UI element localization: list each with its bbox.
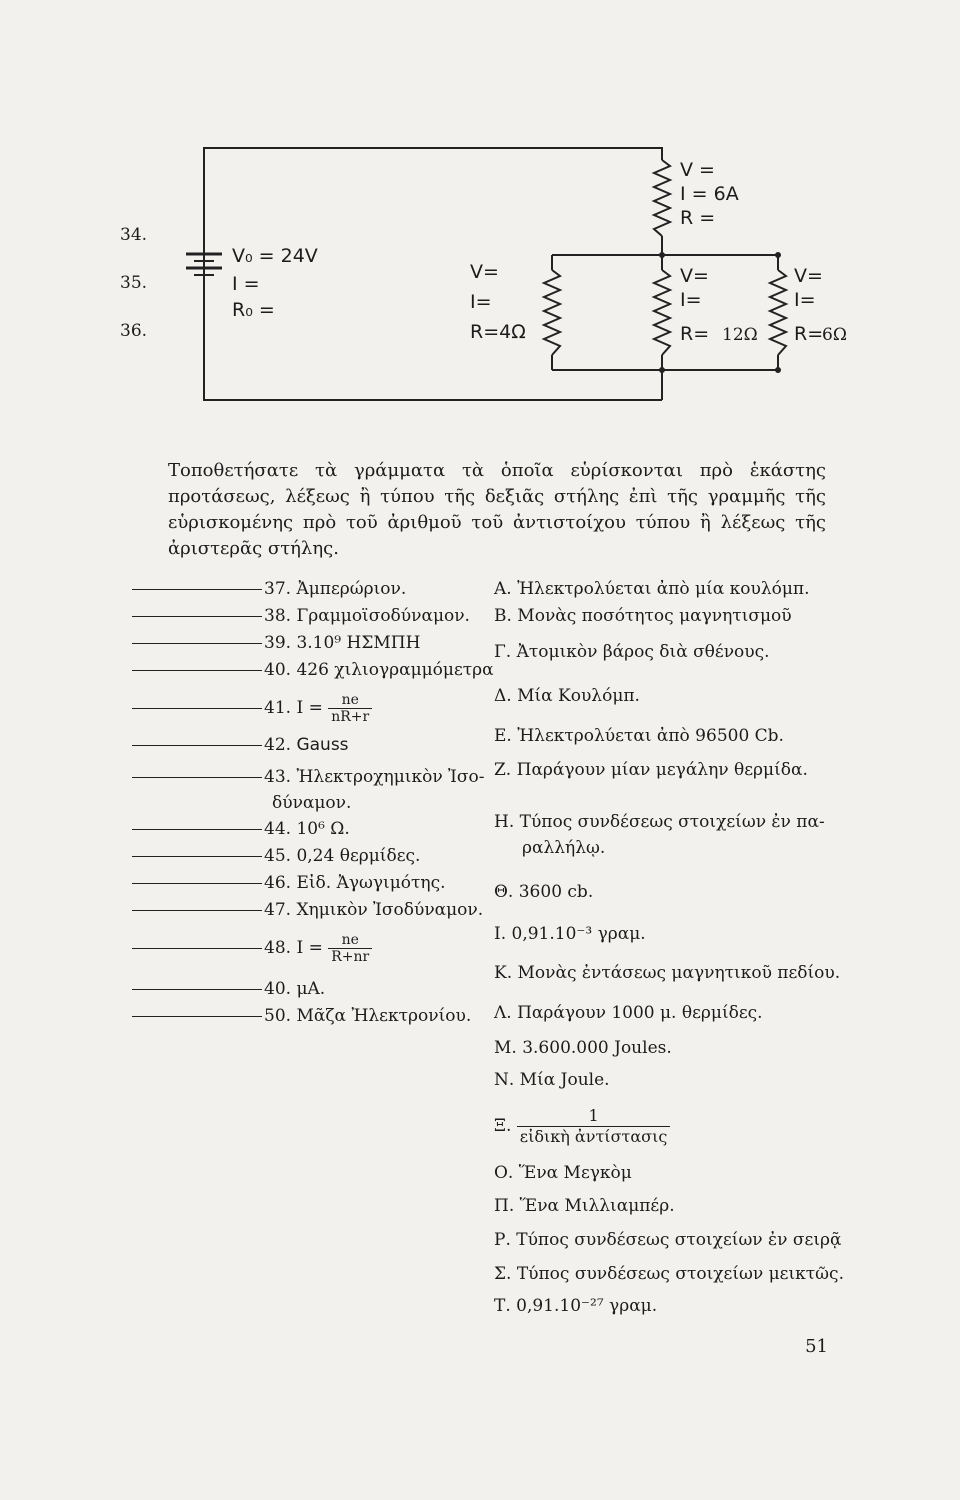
left-item-47: 47. Χημικὸν Ἰσοδύναμον.: [132, 900, 483, 920]
top-resistor-current: I = 6A: [680, 183, 739, 205]
answer-blank[interactable]: [132, 708, 262, 709]
right-resistor-voltage: V=: [794, 265, 823, 287]
page-number: 51: [805, 1336, 828, 1357]
option-pi: Π. Ἕνα Μιλλιαμπέρ.: [494, 1196, 675, 1216]
answer-blank[interactable]: [132, 829, 262, 830]
question-number-35: 35.: [120, 273, 148, 293]
answer-blank[interactable]: [132, 1016, 262, 1017]
middle-resistor-resistance-label: R=: [680, 323, 710, 345]
resistor-top: [654, 160, 670, 236]
battery-current-label: I =: [232, 273, 260, 295]
answer-blank[interactable]: [132, 948, 262, 949]
option-tau: Τ. 0,91.10⁻²⁷ γραμ.: [494, 1296, 658, 1316]
formula-fraction: $\frac{ne}{R+nr}$: [328, 932, 372, 965]
resistor-left: [544, 270, 560, 355]
left-resistor-resistance: R=4Ω: [470, 321, 526, 343]
option-sigma: Σ. Τύπος συνδέσεως στοιχείων μεικτῶς.: [494, 1264, 844, 1284]
answer-blank[interactable]: [132, 643, 262, 644]
answer-blank[interactable]: [132, 856, 262, 857]
left-item-48: 48. I = $\frac{ne}{R+nr}$: [132, 932, 372, 965]
battery-resistance-label: R₀ =: [232, 299, 275, 321]
option-lambda: Λ. Παράγουν 1000 μ. θερμίδες.: [494, 1003, 763, 1023]
answer-blank[interactable]: [132, 616, 262, 617]
question-number-36: 36.: [120, 321, 148, 341]
option-xi: Ξ. $\frac{1}{\text{εἰδικὴ ἀντίστασις}}$: [494, 1106, 670, 1147]
option-zeta: Ζ. Παράγουν μίαν μεγάλην θερμίδα.: [494, 760, 808, 780]
answer-blank[interactable]: [132, 910, 262, 911]
wire-top: [204, 148, 662, 172]
answer-blank[interactable]: [132, 670, 262, 671]
circuit-diagram: [0, 0, 960, 420]
left-item-50: 50. Μᾶζα Ἠλεκτρονίου.: [132, 1006, 471, 1026]
middle-resistor-voltage: V=: [680, 265, 709, 287]
middle-resistor-current: I=: [680, 289, 702, 311]
option-alpha: Α. Ἠλεκτρολύεται ἀπὸ μία κουλόμπ.: [494, 579, 810, 599]
left-item-38: 38. Γραμμοϊσοδύναμον.: [132, 606, 470, 626]
option-mu: Μ. 3.600.000 Joules.: [494, 1038, 672, 1058]
left-item-39: 39. 3.10⁹ ΗΣΜΠΗ: [132, 633, 420, 653]
left-item-40: 40. 426 χιλιογραμμόμετρα: [132, 660, 494, 680]
option-eta-continued: ραλλήλῳ.: [522, 838, 606, 858]
option-gamma: Γ. Ἀτομικὸν βάρος διὰ σθένους.: [494, 642, 770, 662]
formula-fraction: $\frac{ne}{nR+r}$: [328, 692, 372, 725]
left-item-41: 41. I = $\frac{ne}{nR+r}$: [132, 692, 372, 725]
top-resistor-resistance: R =: [680, 207, 716, 229]
option-theta: Θ. 3600 cb.: [494, 882, 594, 902]
answer-blank[interactable]: [132, 989, 262, 990]
option-rho: Ρ. Τύπος συνδέσεως στοιχείων ἐν σειρᾷ: [494, 1230, 842, 1250]
left-item-43: 43. Ἠλεκτροχημικὸν Ἰσο-: [132, 767, 485, 787]
option-eta: Η. Τύπος συνδέσεως στοιχείων ἐν πα-: [494, 812, 825, 832]
left-item-43-continued: δύναμον.: [272, 793, 352, 813]
option-delta: Δ. Μία Κουλόμπ.: [494, 686, 640, 706]
option-beta: Β. Μονὰς ποσότητος μαγνητισμοῦ: [494, 606, 792, 626]
formula-fraction: $\frac{1}{\text{εἰδικὴ ἀντίστασις}}$: [517, 1106, 671, 1147]
option-omicron: Ο. Ἕνα Μεγκὸμ: [494, 1163, 632, 1183]
top-resistor-voltage: V =: [680, 159, 715, 181]
left-resistor-voltage: V=: [470, 261, 499, 283]
answer-blank[interactable]: [132, 745, 262, 746]
answer-blank[interactable]: [132, 777, 262, 778]
resistor-middle: [654, 270, 670, 355]
option-nu: Ν. Μία Joule.: [494, 1070, 610, 1090]
option-epsilon: Ε. Ἠλεκτρολύεται ἀπὸ 96500 Cb.: [494, 726, 784, 746]
left-item-37: 37. Ἀμπερώριον.: [132, 579, 406, 599]
battery-voltage-label: V₀ = 24V: [232, 245, 318, 267]
option-iota: Ι. 0,91.10⁻³ γραμ.: [494, 924, 646, 944]
question-number-34: 34.: [120, 225, 148, 245]
instructions-paragraph: Τοποθετήσατε τὰ γράμματα τὰ ὁποῖα εὑρίσκονται πρὸ ἑκάστης προτάσεως, λέξεως ἢ τύπου τῆς δεξιᾶς στήλης ἐπὶ τῆς γραμμῆς τῆς εὑρισκομένης πρὸ τοῦ ἀριθμοῦ τοῦ ἀντιστοίχου τύπου ἢ λέξεως τῆς ἀριστερᾶς στήλης.: [168, 460, 826, 559]
left-item-49: 40. μA.: [132, 979, 325, 999]
middle-resistor-resistance-value: 12Ω: [722, 325, 758, 345]
left-item-42: 42. Gauss: [132, 735, 349, 755]
answer-blank[interactable]: [132, 883, 262, 884]
right-resistor-resistance-value: 6Ω: [822, 325, 847, 345]
left-item-44: 44. 10⁶ Ω.: [132, 819, 350, 839]
left-item-45: 45. 0,24 θερμίδες.: [132, 846, 420, 866]
right-resistor-resistance-label: R=: [794, 323, 824, 345]
right-resistor-current: I=: [794, 289, 816, 311]
option-kappa: Κ. Μονὰς ἐντάσεως μαγνητικοῦ πεδίου.: [494, 963, 841, 983]
left-resistor-current: I=: [470, 291, 492, 313]
left-item-46: 46. Εἰδ. Ἀγωγιμότης.: [132, 873, 446, 893]
answer-blank[interactable]: [132, 589, 262, 590]
resistor-right: [770, 270, 786, 355]
